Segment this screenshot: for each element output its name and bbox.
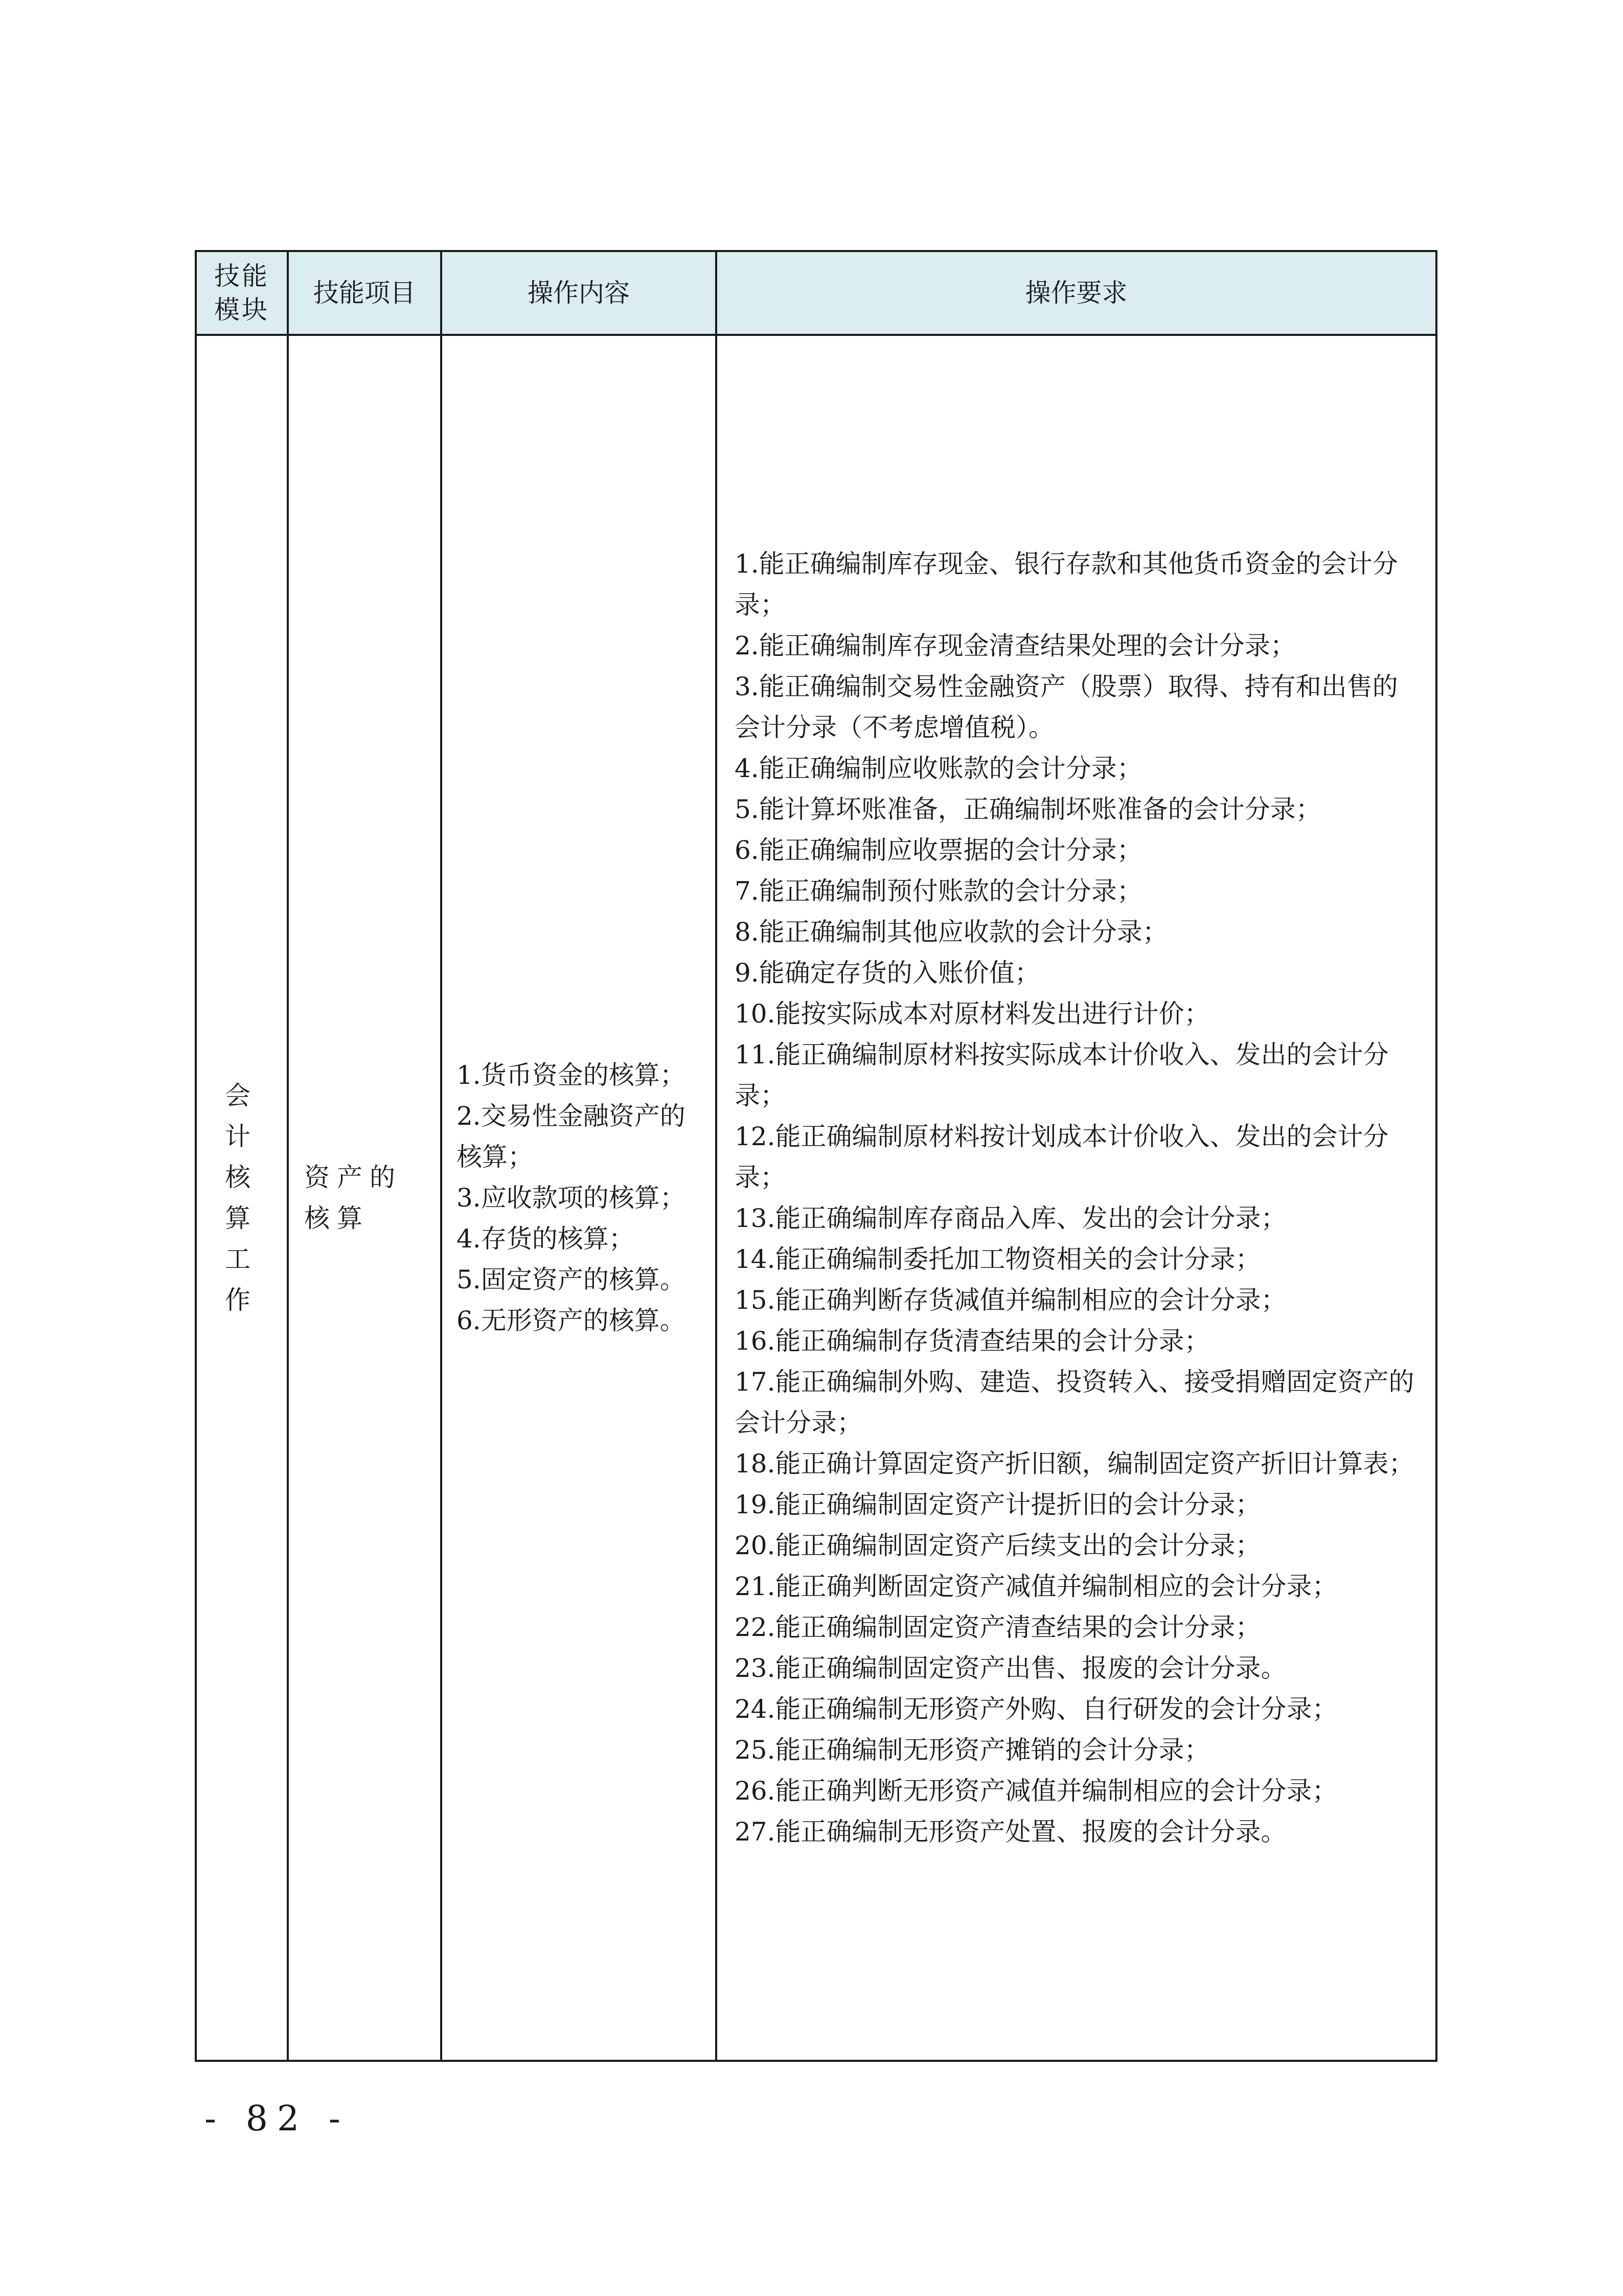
requirement-item: 15.能正确判断存货减值并编制相应的会计分录； bbox=[735, 1285, 1287, 1315]
requirement-item: 20.能正确编制固定资产后续支出的会计分录； bbox=[735, 1531, 1261, 1560]
requirement-item: 7.能正确编制预付账款的会计分录； bbox=[735, 876, 1142, 906]
content-item: 3.应收款项的核算； bbox=[456, 1183, 685, 1213]
requirement-item: 4.能正确编制应收账款的会计分录； bbox=[735, 754, 1142, 783]
header-row bbox=[196, 251, 1436, 335]
requirement-item: 17.能正确编制外购、建造、投资转入、接受捐赠固定资产的会计分录； bbox=[735, 1367, 1414, 1438]
header-operation-requirement: 操作要求 bbox=[716, 251, 1436, 335]
requirement-item: 21.能正确判断固定资产减值并编制相应的会计分录； bbox=[735, 1572, 1338, 1601]
item-text: 资产的核算 bbox=[304, 1163, 402, 1233]
content-cell bbox=[441, 335, 716, 2061]
requirement-item: 8.能正确编制其他应收款的会计分录； bbox=[735, 917, 1168, 947]
requirement-cell bbox=[716, 335, 1436, 2061]
requirement-item: 6.能正确编制应收票据的会计分录； bbox=[735, 835, 1142, 865]
requirement-item: 1.能正确编制库存现金、银行存款和其他货币资金的会计分录； bbox=[735, 549, 1398, 620]
requirement-item: 24.能正确编制无形资产外购、自行研发的会计分录； bbox=[735, 1694, 1338, 1724]
content-item: 2.交易性金融资产的核算； bbox=[456, 1101, 685, 1172]
requirement-item: 23.能正确编制固定资产出售、报废的会计分录。 bbox=[735, 1653, 1287, 1683]
requirement-list bbox=[717, 543, 1435, 1852]
content-list bbox=[442, 1055, 715, 1341]
requirement-item: 22.能正确编制固定资产清查结果的会计分录； bbox=[735, 1612, 1261, 1642]
requirement-item: 10.能按实际成本对原材料发出进行计价； bbox=[735, 999, 1210, 1029]
requirement-item: 26.能正确判断无形资产减值并编制相应的会计分录； bbox=[735, 1776, 1338, 1806]
table-row bbox=[196, 335, 1436, 2061]
table-body bbox=[196, 335, 1436, 2061]
module-cell bbox=[196, 335, 288, 2061]
requirement-item: 27.能正确编制无形资产处置、报废的会计分录。 bbox=[735, 1817, 1287, 1847]
item-cell bbox=[288, 335, 441, 2061]
content-item: 4.存货的核算； bbox=[456, 1224, 634, 1254]
header-skill-item: 技能项目 bbox=[288, 251, 441, 335]
header-skill-module bbox=[196, 251, 288, 335]
requirement-item: 9.能确定存货的入账价值； bbox=[735, 958, 1040, 988]
content-item: 1.货币资金的核算； bbox=[456, 1060, 685, 1090]
requirement-item: 18.能正确计算固定资产折旧额，编制固定资产折旧计算表； bbox=[735, 1449, 1414, 1479]
content-item: 5.固定资产的核算。 bbox=[456, 1265, 685, 1294]
header-skill-module-label: 技能模块 bbox=[214, 261, 269, 325]
requirement-item: 12.能正确编制原材料按计划成本计价收入、发出的会计分录； bbox=[735, 1122, 1389, 1192]
module-text: 会计核算工作 bbox=[225, 1081, 259, 1315]
content-item: 6.无形资产的核算。 bbox=[456, 1306, 685, 1335]
skills-table bbox=[195, 250, 1437, 2062]
requirement-item: 19.能正确编制固定资产计提折旧的会计分录； bbox=[735, 1490, 1261, 1519]
requirement-item: 14.能正确编制委托加工物资相关的会计分录； bbox=[735, 1244, 1261, 1274]
requirement-item: 2.能正确编制库存现金清查结果处理的会计分录； bbox=[735, 631, 1296, 661]
requirement-item: 13.能正确编制库存商品入库、发出的会计分录； bbox=[735, 1203, 1287, 1233]
requirement-item: 5.能计算坏账准备，正确编制坏账准备的会计分录； bbox=[735, 794, 1321, 824]
requirement-item: 25.能正确编制无形资产摊销的会计分录； bbox=[735, 1735, 1210, 1765]
header-operation-content: 操作内容 bbox=[441, 251, 716, 335]
requirement-item: 3.能正确编制交易性金融资产（股票）取得、持有和出售的会计分录（不考虑增值税）。 bbox=[735, 672, 1398, 742]
requirement-item: 16.能正确编制存货清查结果的会计分录； bbox=[735, 1326, 1210, 1356]
table-header bbox=[196, 251, 1436, 335]
requirement-item: 11.能正确编制原材料按实际成本计价收入、发出的会计分录； bbox=[735, 1040, 1389, 1110]
page-number: - 82 - bbox=[204, 2099, 350, 2139]
